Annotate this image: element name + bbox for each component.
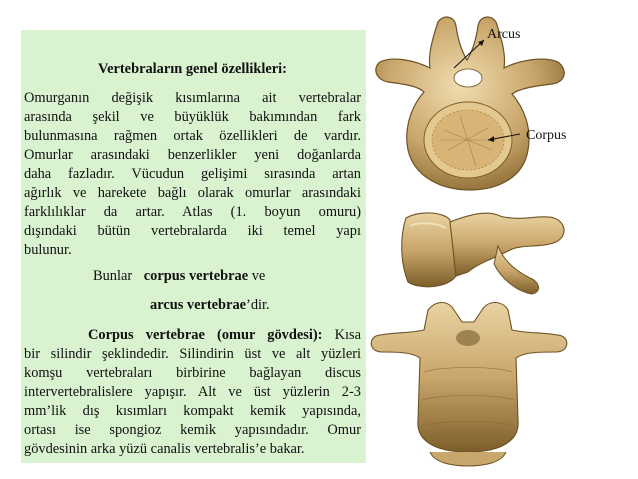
vertebra-front-view (371, 303, 567, 467)
section-heading: Vertebraların genel özellikleri: (98, 61, 287, 77)
intro-paragraph (24, 89, 361, 260)
arcus-term: arcus vertebrae (150, 297, 247, 313)
corpus-lead-rest: Kısa (322, 327, 361, 343)
corpus-term: corpus vertebrae (143, 268, 249, 284)
arcus-suffix: ’dir. (246, 297, 270, 313)
paragraph-line: daha fazladır. Vücudun gelişimi sırasında artan (24, 166, 361, 182)
paragraph-line: arasında şekil ve büyüklük bakımından fark (24, 109, 361, 125)
vertebra-illustrations (370, 0, 638, 479)
arcus-label: Arcus (487, 27, 521, 42)
paragraph-line: Omurlar arasındaki benzerlikler yeni doğanlarda (24, 147, 361, 163)
paragraph-line: ortası ise spongioz kemik yapısındadır. Omur (24, 422, 361, 438)
corpus-lead: Corpus vertebrae (omur gövdesi): (88, 327, 323, 343)
paragraph-line: bulunur. (24, 242, 72, 258)
bunlar-prefix: Bunlar (93, 268, 133, 284)
paragraph-line: ağırlık ve harekete bağlı olarak omurlar arasındaki (24, 185, 361, 201)
vertebra-side-view (402, 213, 564, 294)
paragraph-line: dışındaki bütün vertebralarda iki temel yapı (24, 223, 361, 239)
bunlar-suffix: ve (248, 268, 266, 284)
corpus-paragraph (24, 326, 361, 459)
paragraph-line: bir silindir şeklindedir. Silindirin üst ve alt yüzleri (24, 346, 361, 362)
paragraph-line: gövdesinin arka yüzü canalis vertebralis’e bakar. (24, 441, 305, 457)
bunlar-line (93, 267, 353, 286)
vertebra-top-view (376, 17, 567, 190)
paragraph-line: intervertebralislere yapışır. Alt ve üst yüzlerin 2-3 (24, 384, 361, 400)
paragraph-line: Omurganın değişik kısımlarına ait vertebralar (24, 90, 361, 106)
arcus-line (150, 296, 350, 315)
corpus-label: Corpus (526, 128, 567, 143)
paragraph-line: farklılıklar da artar. Atlas (1. boyun omuru) (24, 204, 361, 220)
paragraph-line: mm’lik dış kısımları kompakt kemik yapısında, (24, 403, 361, 419)
paragraph-line: bulunmasına rağmen ortak özellikleri de vardır. (24, 128, 361, 144)
paragraph-line (24, 326, 361, 345)
paragraph-line: komşu vertebraları birbirine bağlayan discus (24, 365, 361, 381)
